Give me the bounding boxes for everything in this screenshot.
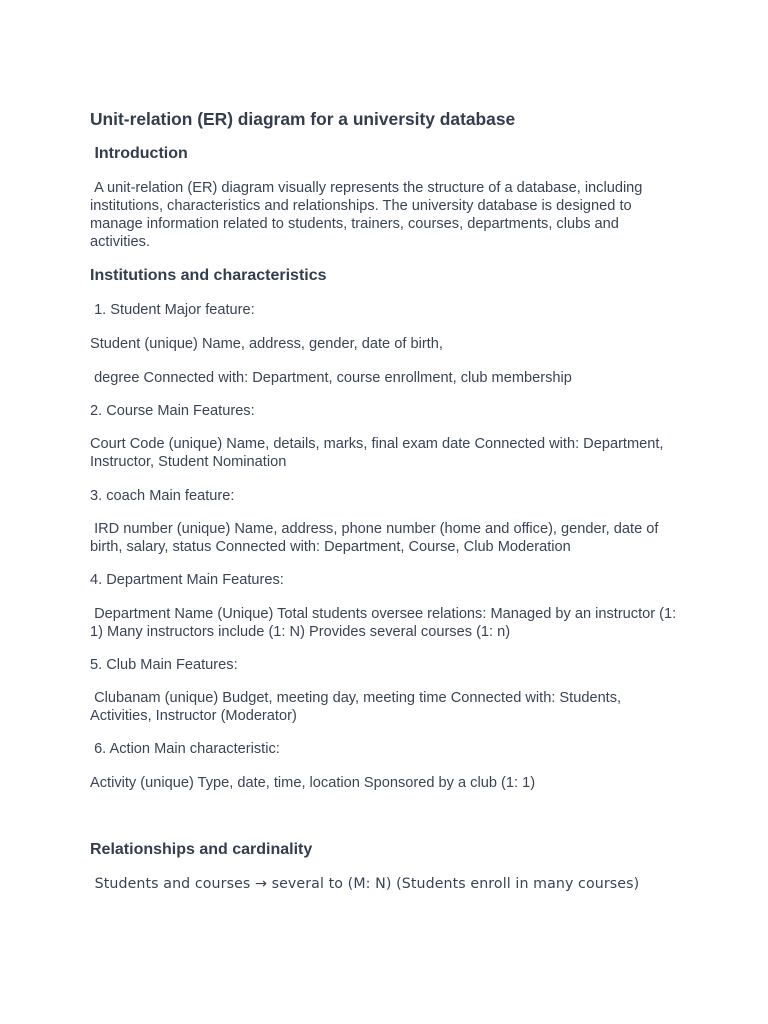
action-attributes: Activity (unique) Type, date, time, location Sponsored by a club (1: 1) [90,775,536,791]
student-attributes: Student (unique) Name, address, gender, date of birth, [90,336,443,352]
course-label: 2. Course Main Features: [90,403,255,419]
department-label: 4. Department Main Features: [90,572,284,588]
institutions-heading: Institutions and characteristics [90,267,327,284]
coach-attributes: IRD number (unique) Name, address, phone number (home and office), gender, date of birth, salary, status Connected with: Department, Course, Club Moderation [90,521,663,555]
relationship-item: Students and courses → several to (M: N) (Students enroll in many courses) [90,876,640,892]
course-attributes: Court Code (unique) Name, details, marks, final exam date Connected with: Department, Instructor, Student Nomination [90,436,668,470]
introduction-heading: Introduction [90,145,188,162]
club-label: 5. Club Main Features: [90,657,238,673]
relationships-heading: Relationships and cardinality [90,841,313,858]
document-title: Unit-relation (ER) diagram for a university database [90,109,516,129]
department-attributes: Department Name (Unique) Total students oversee relations: Managed by an instructor (1: 1) Many instructors include (1: N) Provides several courses (1: n) [90,606,681,640]
student-connections: degree Connected with: Department, course enrollment, club membership [90,370,572,386]
action-label: 6. Action Main characteristic: [90,741,280,757]
coach-label: 3. coach Main feature: [90,488,235,504]
student-label: 1. Student Major feature: [90,302,255,318]
introduction-paragraph: A unit-relation (ER) diagram visually represents the structure of a database, including institutions, characteristics and relationships. The university database is designed to manage information related to students, trainers, courses, departments, clubs and activities. [90,180,647,250]
club-attributes: Clubanam (unique) Budget, meeting day, meeting time Connected with: Students, Activities, Instructor (Moderator) [90,690,625,724]
